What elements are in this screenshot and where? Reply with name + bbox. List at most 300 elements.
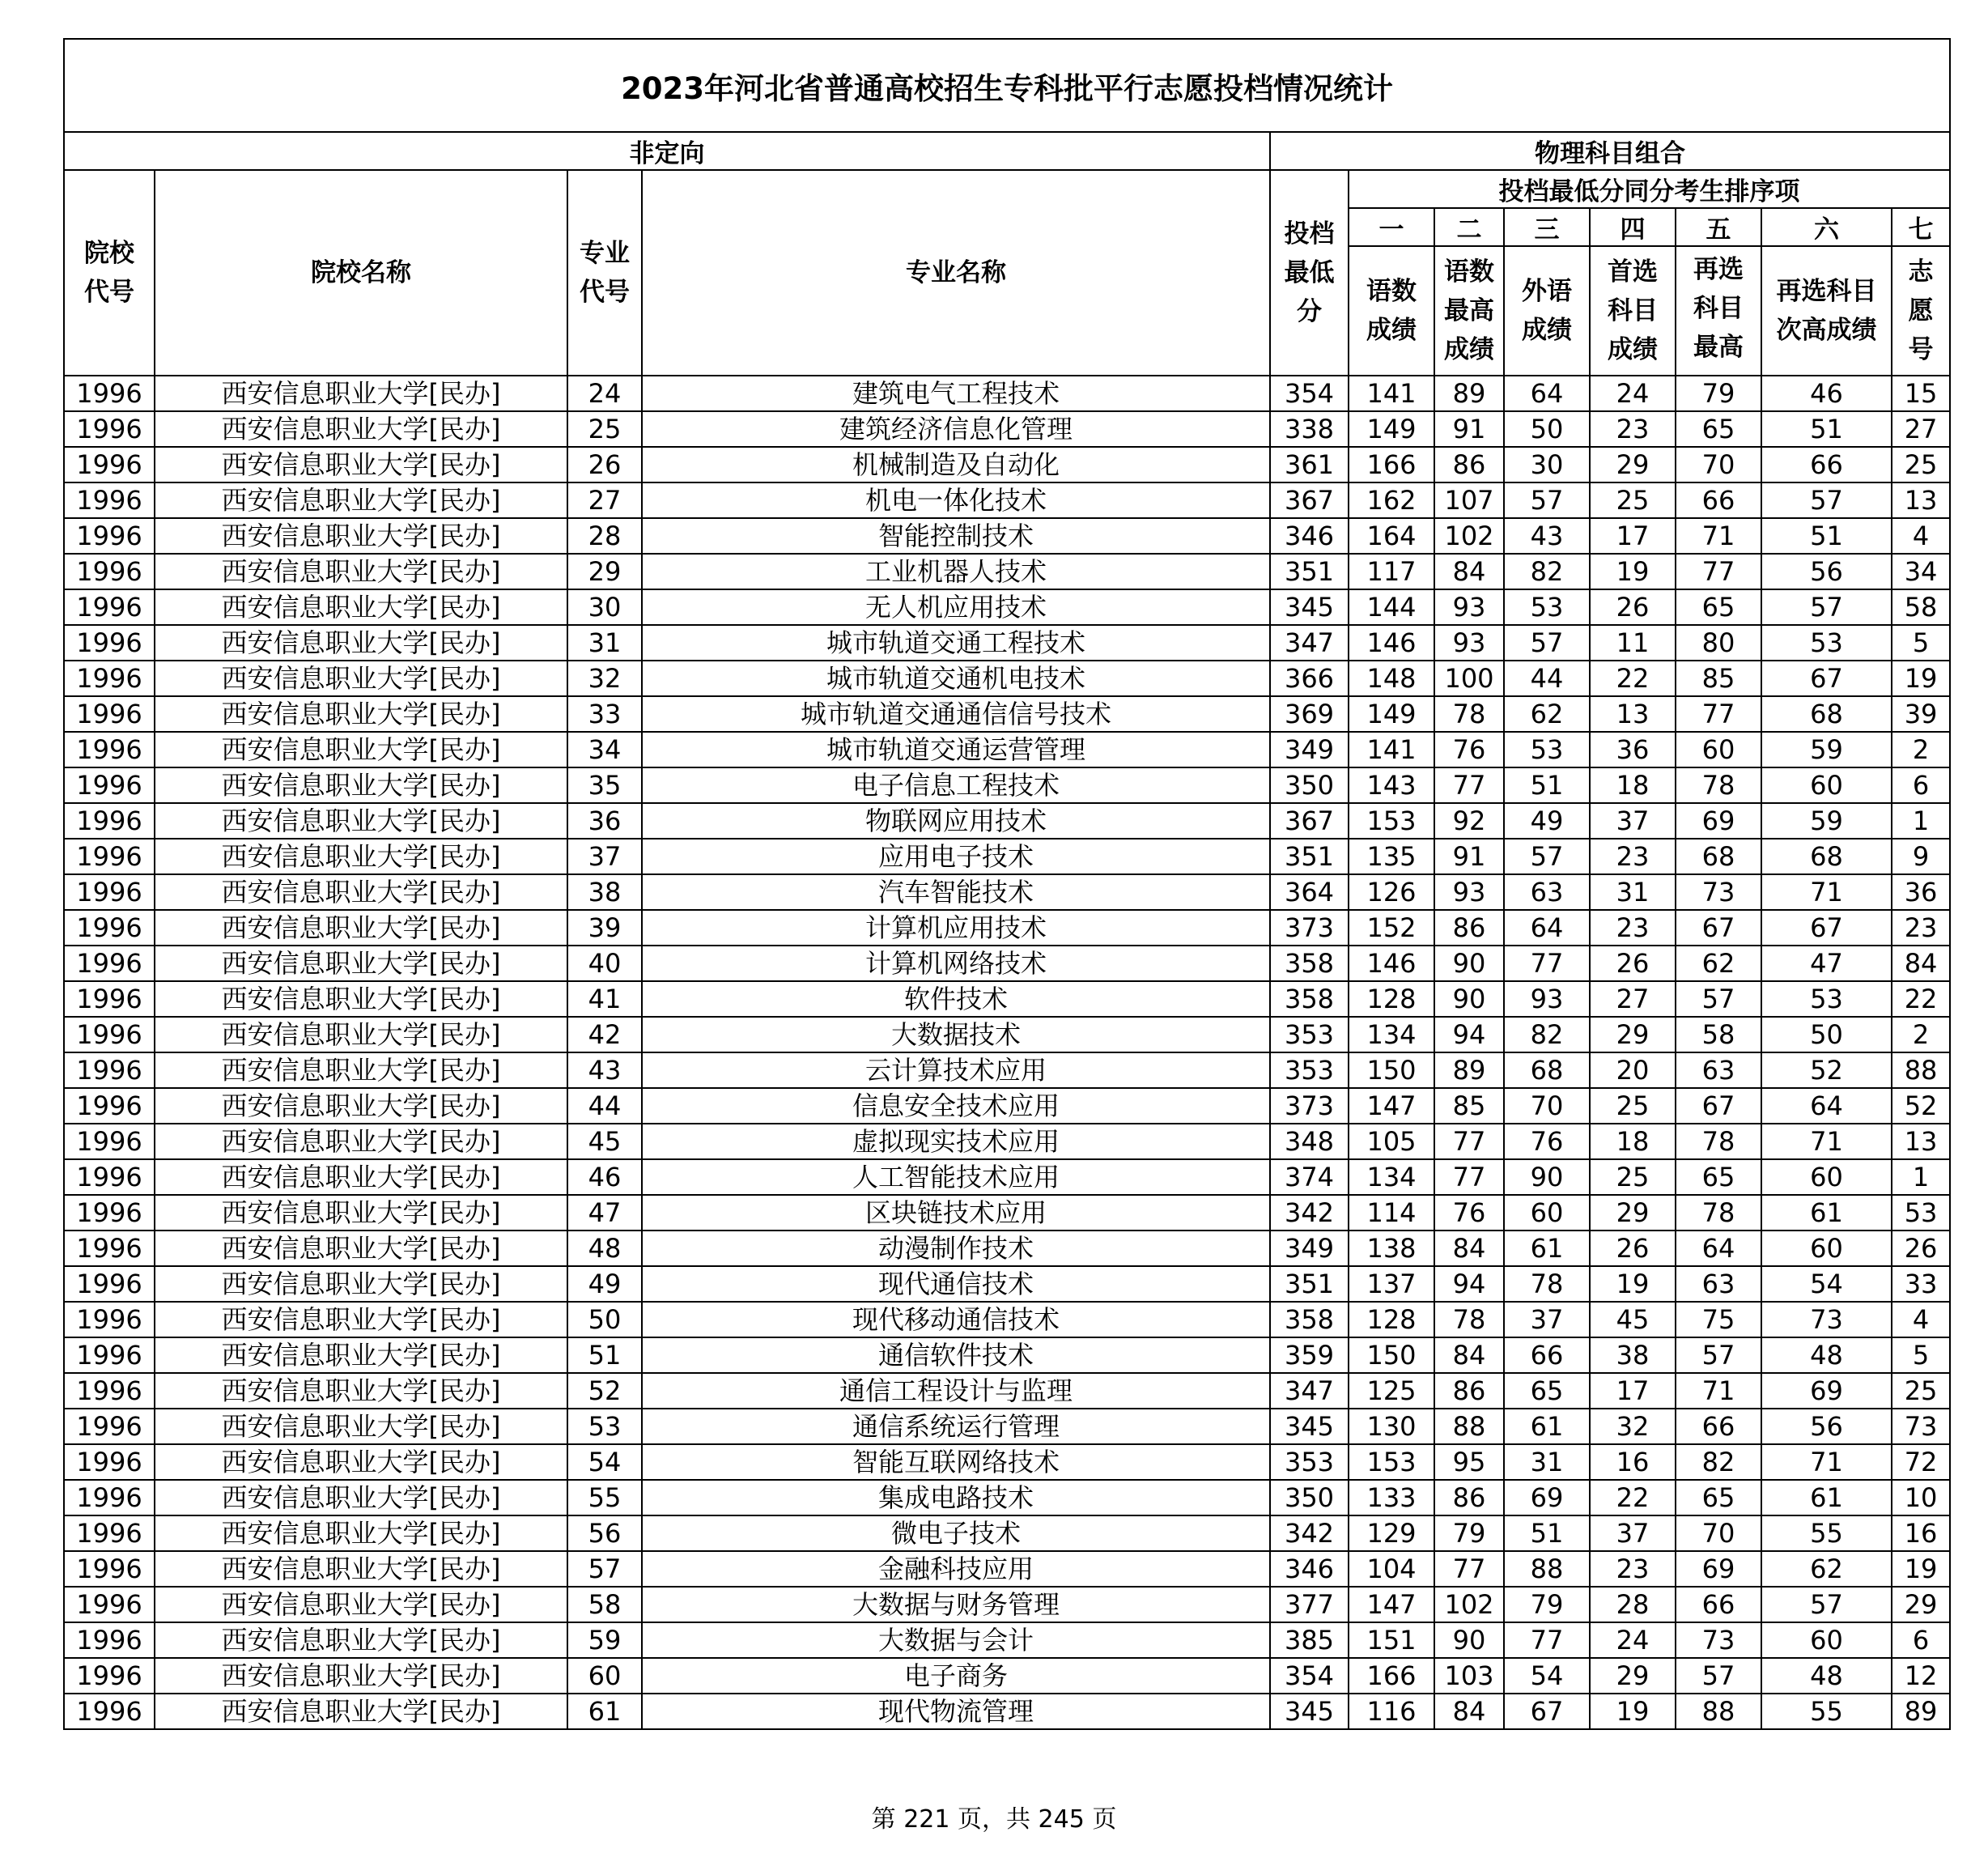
cell-school-name: 西安信息职业大学[民办] bbox=[155, 910, 567, 946]
cell-preference-number: 23 bbox=[1892, 910, 1950, 946]
cell-school-code: 1996 bbox=[64, 518, 155, 554]
cell-min-score: 351 bbox=[1270, 1266, 1349, 1302]
cell-second-subject-max: 62 bbox=[1676, 946, 1761, 981]
cell-chinese-math: 135 bbox=[1349, 839, 1434, 874]
cell-major-code: 44 bbox=[567, 1088, 642, 1124]
cell-min-score: 342 bbox=[1270, 1515, 1349, 1551]
table-row bbox=[64, 696, 1950, 732]
cell-chinese-math: 162 bbox=[1349, 482, 1434, 518]
cell-second-subject-max: 63 bbox=[1676, 1266, 1761, 1302]
cell-preference-number: 1 bbox=[1892, 803, 1950, 839]
cell-preference-number: 27 bbox=[1892, 411, 1950, 447]
table-row bbox=[64, 981, 1950, 1017]
cell-foreign-language: 78 bbox=[1504, 1266, 1590, 1302]
header-preference-number: 志愿号 bbox=[1892, 246, 1950, 376]
cell-second-subject-max: 70 bbox=[1676, 447, 1761, 482]
cell-chinese-math-max: 86 bbox=[1434, 1373, 1504, 1409]
cell-chinese-math-max: 95 bbox=[1434, 1444, 1504, 1480]
cell-chinese-math-max: 77 bbox=[1434, 1159, 1504, 1195]
cell-school-name: 西安信息职业大学[民办] bbox=[155, 1231, 567, 1266]
cell-preference-number: 25 bbox=[1892, 447, 1950, 482]
cell-foreign-language: 53 bbox=[1504, 589, 1590, 625]
table-row bbox=[64, 1124, 1950, 1159]
cell-first-subject: 23 bbox=[1590, 411, 1676, 447]
cell-preference-number: 6 bbox=[1892, 767, 1950, 803]
cell-major-code: 24 bbox=[567, 376, 642, 411]
cell-foreign-language: 82 bbox=[1504, 1017, 1590, 1052]
cell-chinese-math: 134 bbox=[1349, 1017, 1434, 1052]
cell-chinese-math: 153 bbox=[1349, 1444, 1434, 1480]
cell-second-subject-next: 68 bbox=[1761, 696, 1892, 732]
cell-chinese-math: 149 bbox=[1349, 696, 1434, 732]
cell-chinese-math: 147 bbox=[1349, 1587, 1434, 1622]
cell-major-code: 58 bbox=[567, 1587, 642, 1622]
cell-min-score: 377 bbox=[1270, 1587, 1349, 1622]
table-row bbox=[64, 767, 1950, 803]
cell-chinese-math: 148 bbox=[1349, 661, 1434, 696]
cell-second-subject-max: 78 bbox=[1676, 1195, 1761, 1231]
cell-school-code: 1996 bbox=[64, 1088, 155, 1124]
cell-first-subject: 22 bbox=[1590, 1480, 1676, 1515]
cell-school-name: 西安信息职业大学[民办] bbox=[155, 696, 567, 732]
cell-preference-number: 13 bbox=[1892, 1124, 1950, 1159]
cell-first-subject: 25 bbox=[1590, 1088, 1676, 1124]
cell-major-code: 61 bbox=[567, 1694, 642, 1729]
cell-preference-number: 73 bbox=[1892, 1409, 1950, 1444]
cell-foreign-language: 60 bbox=[1504, 1195, 1590, 1231]
cell-second-subject-next: 69 bbox=[1761, 1373, 1892, 1409]
cell-second-subject-next: 53 bbox=[1761, 981, 1892, 1017]
header-first-subject: 首选科目成绩 bbox=[1590, 246, 1676, 376]
cell-chinese-math-max: 84 bbox=[1434, 1231, 1504, 1266]
cell-first-subject: 16 bbox=[1590, 1444, 1676, 1480]
cell-min-score: 342 bbox=[1270, 1195, 1349, 1231]
cell-school-name: 西安信息职业大学[民办] bbox=[155, 1480, 567, 1515]
cell-school-name: 西安信息职业大学[民办] bbox=[155, 518, 567, 554]
cell-chinese-math-max: 93 bbox=[1434, 589, 1504, 625]
cell-major-code: 55 bbox=[567, 1480, 642, 1515]
cell-preference-number: 72 bbox=[1892, 1444, 1950, 1480]
cell-chinese-math-max: 86 bbox=[1434, 1480, 1504, 1515]
cell-foreign-language: 64 bbox=[1504, 376, 1590, 411]
cell-chinese-math: 104 bbox=[1349, 1551, 1434, 1587]
cell-school-name: 西安信息职业大学[民办] bbox=[155, 1515, 567, 1551]
cell-min-score: 345 bbox=[1270, 1409, 1349, 1444]
page-footer: 第 221 页，共 245 页 bbox=[871, 1805, 1117, 1834]
cell-preference-number: 6 bbox=[1892, 1622, 1950, 1658]
table-row bbox=[64, 411, 1950, 447]
cell-chinese-math-max: 90 bbox=[1434, 981, 1504, 1017]
cell-chinese-math-max: 84 bbox=[1434, 1337, 1504, 1373]
cell-second-subject-max: 65 bbox=[1676, 1480, 1761, 1515]
right-group-header: 物理科目组合 bbox=[1270, 132, 1950, 170]
cell-chinese-math-max: 91 bbox=[1434, 411, 1504, 447]
header-min-score: 投档最低分 bbox=[1270, 170, 1349, 376]
cell-major-code: 25 bbox=[567, 411, 642, 447]
cell-second-subject-max: 68 bbox=[1676, 839, 1761, 874]
cell-school-name: 西安信息职业大学[民办] bbox=[155, 1551, 567, 1587]
cell-preference-number: 13 bbox=[1892, 482, 1950, 518]
cell-school-code: 1996 bbox=[64, 1480, 155, 1515]
cell-chinese-math-max: 102 bbox=[1434, 1587, 1504, 1622]
cell-foreign-language: 77 bbox=[1504, 946, 1590, 981]
cell-major-name: 大数据与会计 bbox=[642, 1622, 1270, 1658]
cell-major-code: 46 bbox=[567, 1159, 642, 1195]
cell-chinese-math-max: 90 bbox=[1434, 946, 1504, 981]
cell-school-code: 1996 bbox=[64, 1052, 155, 1088]
cell-second-subject-max: 73 bbox=[1676, 874, 1761, 910]
cell-chinese-math-max: 94 bbox=[1434, 1017, 1504, 1052]
cell-major-code: 34 bbox=[567, 732, 642, 767]
cell-school-name: 西安信息职业大学[民办] bbox=[155, 589, 567, 625]
cell-major-code: 36 bbox=[567, 803, 642, 839]
cell-major-name: 计算机应用技术 bbox=[642, 910, 1270, 946]
cell-first-subject: 24 bbox=[1590, 376, 1676, 411]
cell-foreign-language: 79 bbox=[1504, 1587, 1590, 1622]
cell-second-subject-next: 61 bbox=[1761, 1480, 1892, 1515]
cell-school-code: 1996 bbox=[64, 732, 155, 767]
header-rank-2: 二 bbox=[1434, 208, 1504, 246]
cell-second-subject-max: 60 bbox=[1676, 732, 1761, 767]
cell-foreign-language: 63 bbox=[1504, 874, 1590, 910]
cell-min-score: 358 bbox=[1270, 1302, 1349, 1337]
cell-first-subject: 23 bbox=[1590, 1551, 1676, 1587]
cell-second-subject-next: 51 bbox=[1761, 411, 1892, 447]
cell-first-subject: 38 bbox=[1590, 1337, 1676, 1373]
cell-major-code: 29 bbox=[567, 554, 642, 589]
cell-preference-number: 39 bbox=[1892, 696, 1950, 732]
cell-major-code: 31 bbox=[567, 625, 642, 661]
cell-school-code: 1996 bbox=[64, 981, 155, 1017]
table-row bbox=[64, 1444, 1950, 1480]
table-row bbox=[64, 661, 1950, 696]
cell-second-subject-max: 69 bbox=[1676, 803, 1761, 839]
header-rank-1: 一 bbox=[1349, 208, 1434, 246]
table-row bbox=[64, 1694, 1950, 1729]
cell-major-name: 微电子技术 bbox=[642, 1515, 1270, 1551]
cell-chinese-math-max: 85 bbox=[1434, 1088, 1504, 1124]
cell-school-code: 1996 bbox=[64, 625, 155, 661]
cell-preference-number: 5 bbox=[1892, 1337, 1950, 1373]
cell-first-subject: 19 bbox=[1590, 1694, 1676, 1729]
cell-min-score: 353 bbox=[1270, 1052, 1349, 1088]
cell-first-subject: 19 bbox=[1590, 554, 1676, 589]
cell-first-subject: 25 bbox=[1590, 1159, 1676, 1195]
cell-first-subject: 24 bbox=[1590, 1622, 1676, 1658]
cell-first-subject: 29 bbox=[1590, 1017, 1676, 1052]
cell-first-subject: 23 bbox=[1590, 910, 1676, 946]
cell-chinese-math-max: 89 bbox=[1434, 376, 1504, 411]
cell-second-subject-next: 66 bbox=[1761, 447, 1892, 482]
cell-school-name: 西安信息职业大学[民办] bbox=[155, 981, 567, 1017]
cell-preference-number: 33 bbox=[1892, 1266, 1950, 1302]
cell-preference-number: 34 bbox=[1892, 554, 1950, 589]
cell-foreign-language: 62 bbox=[1504, 696, 1590, 732]
cell-school-code: 1996 bbox=[64, 447, 155, 482]
cell-preference-number: 4 bbox=[1892, 518, 1950, 554]
cell-first-subject: 31 bbox=[1590, 874, 1676, 910]
cell-second-subject-next: 71 bbox=[1761, 1124, 1892, 1159]
cell-first-subject: 29 bbox=[1590, 1195, 1676, 1231]
cell-major-code: 47 bbox=[567, 1195, 642, 1231]
cell-second-subject-max: 65 bbox=[1676, 1159, 1761, 1195]
cell-first-subject: 45 bbox=[1590, 1302, 1676, 1337]
cell-chinese-math: 128 bbox=[1349, 1302, 1434, 1337]
cell-first-subject: 25 bbox=[1590, 482, 1676, 518]
cell-school-name: 西安信息职业大学[民办] bbox=[155, 1444, 567, 1480]
cell-second-subject-next: 46 bbox=[1761, 376, 1892, 411]
cell-chinese-math-max: 100 bbox=[1434, 661, 1504, 696]
table-row bbox=[64, 1017, 1950, 1052]
table-row bbox=[64, 482, 1950, 518]
cell-major-name: 虚拟现实技术应用 bbox=[642, 1124, 1270, 1159]
cell-second-subject-max: 71 bbox=[1676, 518, 1761, 554]
cell-major-name: 电子信息工程技术 bbox=[642, 767, 1270, 803]
cell-foreign-language: 68 bbox=[1504, 1052, 1590, 1088]
header-chinese-math: 语数成绩 bbox=[1349, 246, 1434, 376]
cell-major-name: 智能控制技术 bbox=[642, 518, 1270, 554]
cell-second-subject-next: 59 bbox=[1761, 732, 1892, 767]
cell-min-score: 345 bbox=[1270, 589, 1349, 625]
cell-foreign-language: 67 bbox=[1504, 1694, 1590, 1729]
cell-preference-number: 22 bbox=[1892, 981, 1950, 1017]
cell-second-subject-max: 64 bbox=[1676, 1231, 1761, 1266]
cell-foreign-language: 66 bbox=[1504, 1337, 1590, 1373]
cell-school-code: 1996 bbox=[64, 376, 155, 411]
cell-school-code: 1996 bbox=[64, 839, 155, 874]
cell-major-name: 通信软件技术 bbox=[642, 1337, 1270, 1373]
cell-foreign-language: 82 bbox=[1504, 554, 1590, 589]
cell-first-subject: 36 bbox=[1590, 732, 1676, 767]
admission-table bbox=[63, 38, 1951, 1730]
cell-major-code: 30 bbox=[567, 589, 642, 625]
cell-major-name: 金融科技应用 bbox=[642, 1551, 1270, 1587]
cell-second-subject-next: 48 bbox=[1761, 1658, 1892, 1694]
cell-min-score: 346 bbox=[1270, 1551, 1349, 1587]
cell-major-code: 48 bbox=[567, 1231, 642, 1266]
cell-first-subject: 18 bbox=[1590, 767, 1676, 803]
header-second-subject-next: 再选科目次高成绩 bbox=[1761, 246, 1892, 376]
cell-second-subject-max: 66 bbox=[1676, 1409, 1761, 1444]
cell-second-subject-max: 80 bbox=[1676, 625, 1761, 661]
cell-major-name: 通信系统运行管理 bbox=[642, 1409, 1270, 1444]
cell-school-name: 西安信息职业大学[民办] bbox=[155, 661, 567, 696]
cell-foreign-language: 31 bbox=[1504, 1444, 1590, 1480]
cell-major-code: 53 bbox=[567, 1409, 642, 1444]
cell-school-code: 1996 bbox=[64, 1658, 155, 1694]
cell-second-subject-max: 79 bbox=[1676, 376, 1761, 411]
cell-major-name: 现代通信技术 bbox=[642, 1266, 1270, 1302]
header-rank-3: 三 bbox=[1504, 208, 1590, 246]
table-row bbox=[64, 1409, 1950, 1444]
cell-major-code: 26 bbox=[567, 447, 642, 482]
cell-major-code: 39 bbox=[567, 910, 642, 946]
cell-school-code: 1996 bbox=[64, 1694, 155, 1729]
cell-chinese-math: 133 bbox=[1349, 1480, 1434, 1515]
cell-school-code: 1996 bbox=[64, 696, 155, 732]
cell-preference-number: 15 bbox=[1892, 376, 1950, 411]
table-row bbox=[64, 946, 1950, 981]
cell-second-subject-max: 66 bbox=[1676, 1587, 1761, 1622]
cell-min-score: 350 bbox=[1270, 1480, 1349, 1515]
header-foreign-language: 外语成绩 bbox=[1504, 246, 1590, 376]
cell-foreign-language: 57 bbox=[1504, 625, 1590, 661]
cell-school-code: 1996 bbox=[64, 1266, 155, 1302]
cell-second-subject-next: 55 bbox=[1761, 1694, 1892, 1729]
cell-major-code: 51 bbox=[567, 1337, 642, 1373]
header-second-subject-max: 再选科目最高 bbox=[1676, 246, 1761, 376]
cell-major-name: 计算机网络技术 bbox=[642, 946, 1270, 981]
cell-chinese-math: 117 bbox=[1349, 554, 1434, 589]
cell-min-score: 353 bbox=[1270, 1444, 1349, 1480]
cell-school-code: 1996 bbox=[64, 1159, 155, 1195]
cell-major-name: 城市轨道交通机电技术 bbox=[642, 661, 1270, 696]
cell-school-code: 1996 bbox=[64, 803, 155, 839]
cell-min-score: 374 bbox=[1270, 1159, 1349, 1195]
cell-chinese-math-max: 102 bbox=[1434, 518, 1504, 554]
cell-min-score: 347 bbox=[1270, 625, 1349, 661]
cell-major-code: 59 bbox=[567, 1622, 642, 1658]
cell-second-subject-max: 57 bbox=[1676, 981, 1761, 1017]
cell-major-name: 城市轨道交通通信信号技术 bbox=[642, 696, 1270, 732]
cell-second-subject-max: 82 bbox=[1676, 1444, 1761, 1480]
table-row bbox=[64, 732, 1950, 767]
header-rank-6: 六 bbox=[1761, 208, 1892, 246]
cell-chinese-math: 150 bbox=[1349, 1337, 1434, 1373]
cell-chinese-math-max: 79 bbox=[1434, 1515, 1504, 1551]
table-row bbox=[64, 1658, 1950, 1694]
cell-school-name: 西安信息职业大学[民办] bbox=[155, 767, 567, 803]
cell-major-name: 建筑电气工程技术 bbox=[642, 376, 1270, 411]
cell-first-subject: 29 bbox=[1590, 447, 1676, 482]
cell-major-name: 机电一体化技术 bbox=[642, 482, 1270, 518]
cell-school-name: 西安信息职业大学[民办] bbox=[155, 447, 567, 482]
cell-foreign-language: 76 bbox=[1504, 1124, 1590, 1159]
cell-foreign-language: 64 bbox=[1504, 910, 1590, 946]
cell-preference-number: 19 bbox=[1892, 661, 1950, 696]
cell-second-subject-next: 62 bbox=[1761, 1551, 1892, 1587]
cell-foreign-language: 90 bbox=[1504, 1159, 1590, 1195]
cell-school-code: 1996 bbox=[64, 1124, 155, 1159]
table-row bbox=[64, 1587, 1950, 1622]
cell-min-score: 361 bbox=[1270, 447, 1349, 482]
cell-major-code: 60 bbox=[567, 1658, 642, 1694]
cell-major-name: 通信工程设计与监理 bbox=[642, 1373, 1270, 1409]
cell-chinese-math-max: 103 bbox=[1434, 1658, 1504, 1694]
table-row bbox=[64, 1231, 1950, 1266]
cell-second-subject-next: 59 bbox=[1761, 803, 1892, 839]
cell-min-score: 367 bbox=[1270, 803, 1349, 839]
table-row bbox=[64, 1373, 1950, 1409]
cell-chinese-math-max: 91 bbox=[1434, 839, 1504, 874]
cell-second-subject-next: 60 bbox=[1761, 1622, 1892, 1658]
cell-major-name: 大数据与财务管理 bbox=[642, 1587, 1270, 1622]
cell-second-subject-next: 64 bbox=[1761, 1088, 1892, 1124]
cell-major-code: 43 bbox=[567, 1052, 642, 1088]
cell-major-code: 28 bbox=[567, 518, 642, 554]
cell-major-code: 54 bbox=[567, 1444, 642, 1480]
table-row bbox=[64, 376, 1950, 411]
cell-first-subject: 27 bbox=[1590, 981, 1676, 1017]
table-row bbox=[64, 839, 1950, 874]
cell-school-name: 西安信息职业大学[民办] bbox=[155, 1266, 567, 1302]
header-tiebreak-title: 投档最低分同分考生排序项 bbox=[1349, 170, 1950, 208]
cell-foreign-language: 54 bbox=[1504, 1658, 1590, 1694]
cell-second-subject-next: 68 bbox=[1761, 839, 1892, 874]
table-row bbox=[64, 1159, 1950, 1195]
cell-chinese-math: 151 bbox=[1349, 1622, 1434, 1658]
cell-foreign-language: 61 bbox=[1504, 1231, 1590, 1266]
cell-school-code: 1996 bbox=[64, 589, 155, 625]
cell-first-subject: 18 bbox=[1590, 1124, 1676, 1159]
cell-major-code: 52 bbox=[567, 1373, 642, 1409]
cell-chinese-math: 130 bbox=[1349, 1409, 1434, 1444]
cell-second-subject-next: 52 bbox=[1761, 1052, 1892, 1088]
cell-school-name: 西安信息职业大学[民办] bbox=[155, 1124, 567, 1159]
cell-major-code: 27 bbox=[567, 482, 642, 518]
cell-foreign-language: 88 bbox=[1504, 1551, 1590, 1587]
cell-first-subject: 11 bbox=[1590, 625, 1676, 661]
cell-preference-number: 10 bbox=[1892, 1480, 1950, 1515]
cell-major-name: 物联网应用技术 bbox=[642, 803, 1270, 839]
cell-second-subject-next: 55 bbox=[1761, 1515, 1892, 1551]
cell-preference-number: 9 bbox=[1892, 839, 1950, 874]
cell-preference-number: 1 bbox=[1892, 1159, 1950, 1195]
cell-foreign-language: 57 bbox=[1504, 839, 1590, 874]
table-row bbox=[64, 1302, 1950, 1337]
cell-major-code: 37 bbox=[567, 839, 642, 874]
cell-second-subject-max: 69 bbox=[1676, 1551, 1761, 1587]
cell-school-code: 1996 bbox=[64, 1622, 155, 1658]
cell-chinese-math-max: 90 bbox=[1434, 1622, 1504, 1658]
header-rank-4: 四 bbox=[1590, 208, 1676, 246]
cell-school-code: 1996 bbox=[64, 1551, 155, 1587]
cell-school-code: 1996 bbox=[64, 411, 155, 447]
cell-major-name: 无人机应用技术 bbox=[642, 589, 1270, 625]
cell-major-name: 建筑经济信息化管理 bbox=[642, 411, 1270, 447]
cell-chinese-math-max: 88 bbox=[1434, 1409, 1504, 1444]
cell-chinese-math: 105 bbox=[1349, 1124, 1434, 1159]
cell-preference-number: 19 bbox=[1892, 1551, 1950, 1587]
cell-school-name: 西安信息职业大学[民办] bbox=[155, 1088, 567, 1124]
table-row bbox=[64, 554, 1950, 589]
cell-foreign-language: 93 bbox=[1504, 981, 1590, 1017]
cell-foreign-language: 43 bbox=[1504, 518, 1590, 554]
cell-min-score: 345 bbox=[1270, 1694, 1349, 1729]
table-row bbox=[64, 1622, 1950, 1658]
cell-chinese-math-max: 89 bbox=[1434, 1052, 1504, 1088]
header-rank-5: 五 bbox=[1676, 208, 1761, 246]
cell-school-name: 西安信息职业大学[民办] bbox=[155, 554, 567, 589]
cell-chinese-math: 114 bbox=[1349, 1195, 1434, 1231]
cell-chinese-math: 146 bbox=[1349, 946, 1434, 981]
table-row bbox=[64, 447, 1950, 482]
cell-second-subject-next: 47 bbox=[1761, 946, 1892, 981]
cell-first-subject: 32 bbox=[1590, 1409, 1676, 1444]
cell-min-score: 354 bbox=[1270, 376, 1349, 411]
cell-school-name: 西安信息职业大学[民办] bbox=[155, 839, 567, 874]
cell-major-name: 城市轨道交通工程技术 bbox=[642, 625, 1270, 661]
cell-major-name: 汽车智能技术 bbox=[642, 874, 1270, 910]
cell-major-name: 工业机器人技术 bbox=[642, 554, 1270, 589]
cell-chinese-math: 149 bbox=[1349, 411, 1434, 447]
cell-school-name: 西安信息职业大学[民办] bbox=[155, 1302, 567, 1337]
cell-school-code: 1996 bbox=[64, 1231, 155, 1266]
cell-chinese-math-max: 93 bbox=[1434, 874, 1504, 910]
cell-min-score: 366 bbox=[1270, 661, 1349, 696]
cell-major-name: 信息安全技术应用 bbox=[642, 1088, 1270, 1124]
cell-chinese-math: 152 bbox=[1349, 910, 1434, 946]
